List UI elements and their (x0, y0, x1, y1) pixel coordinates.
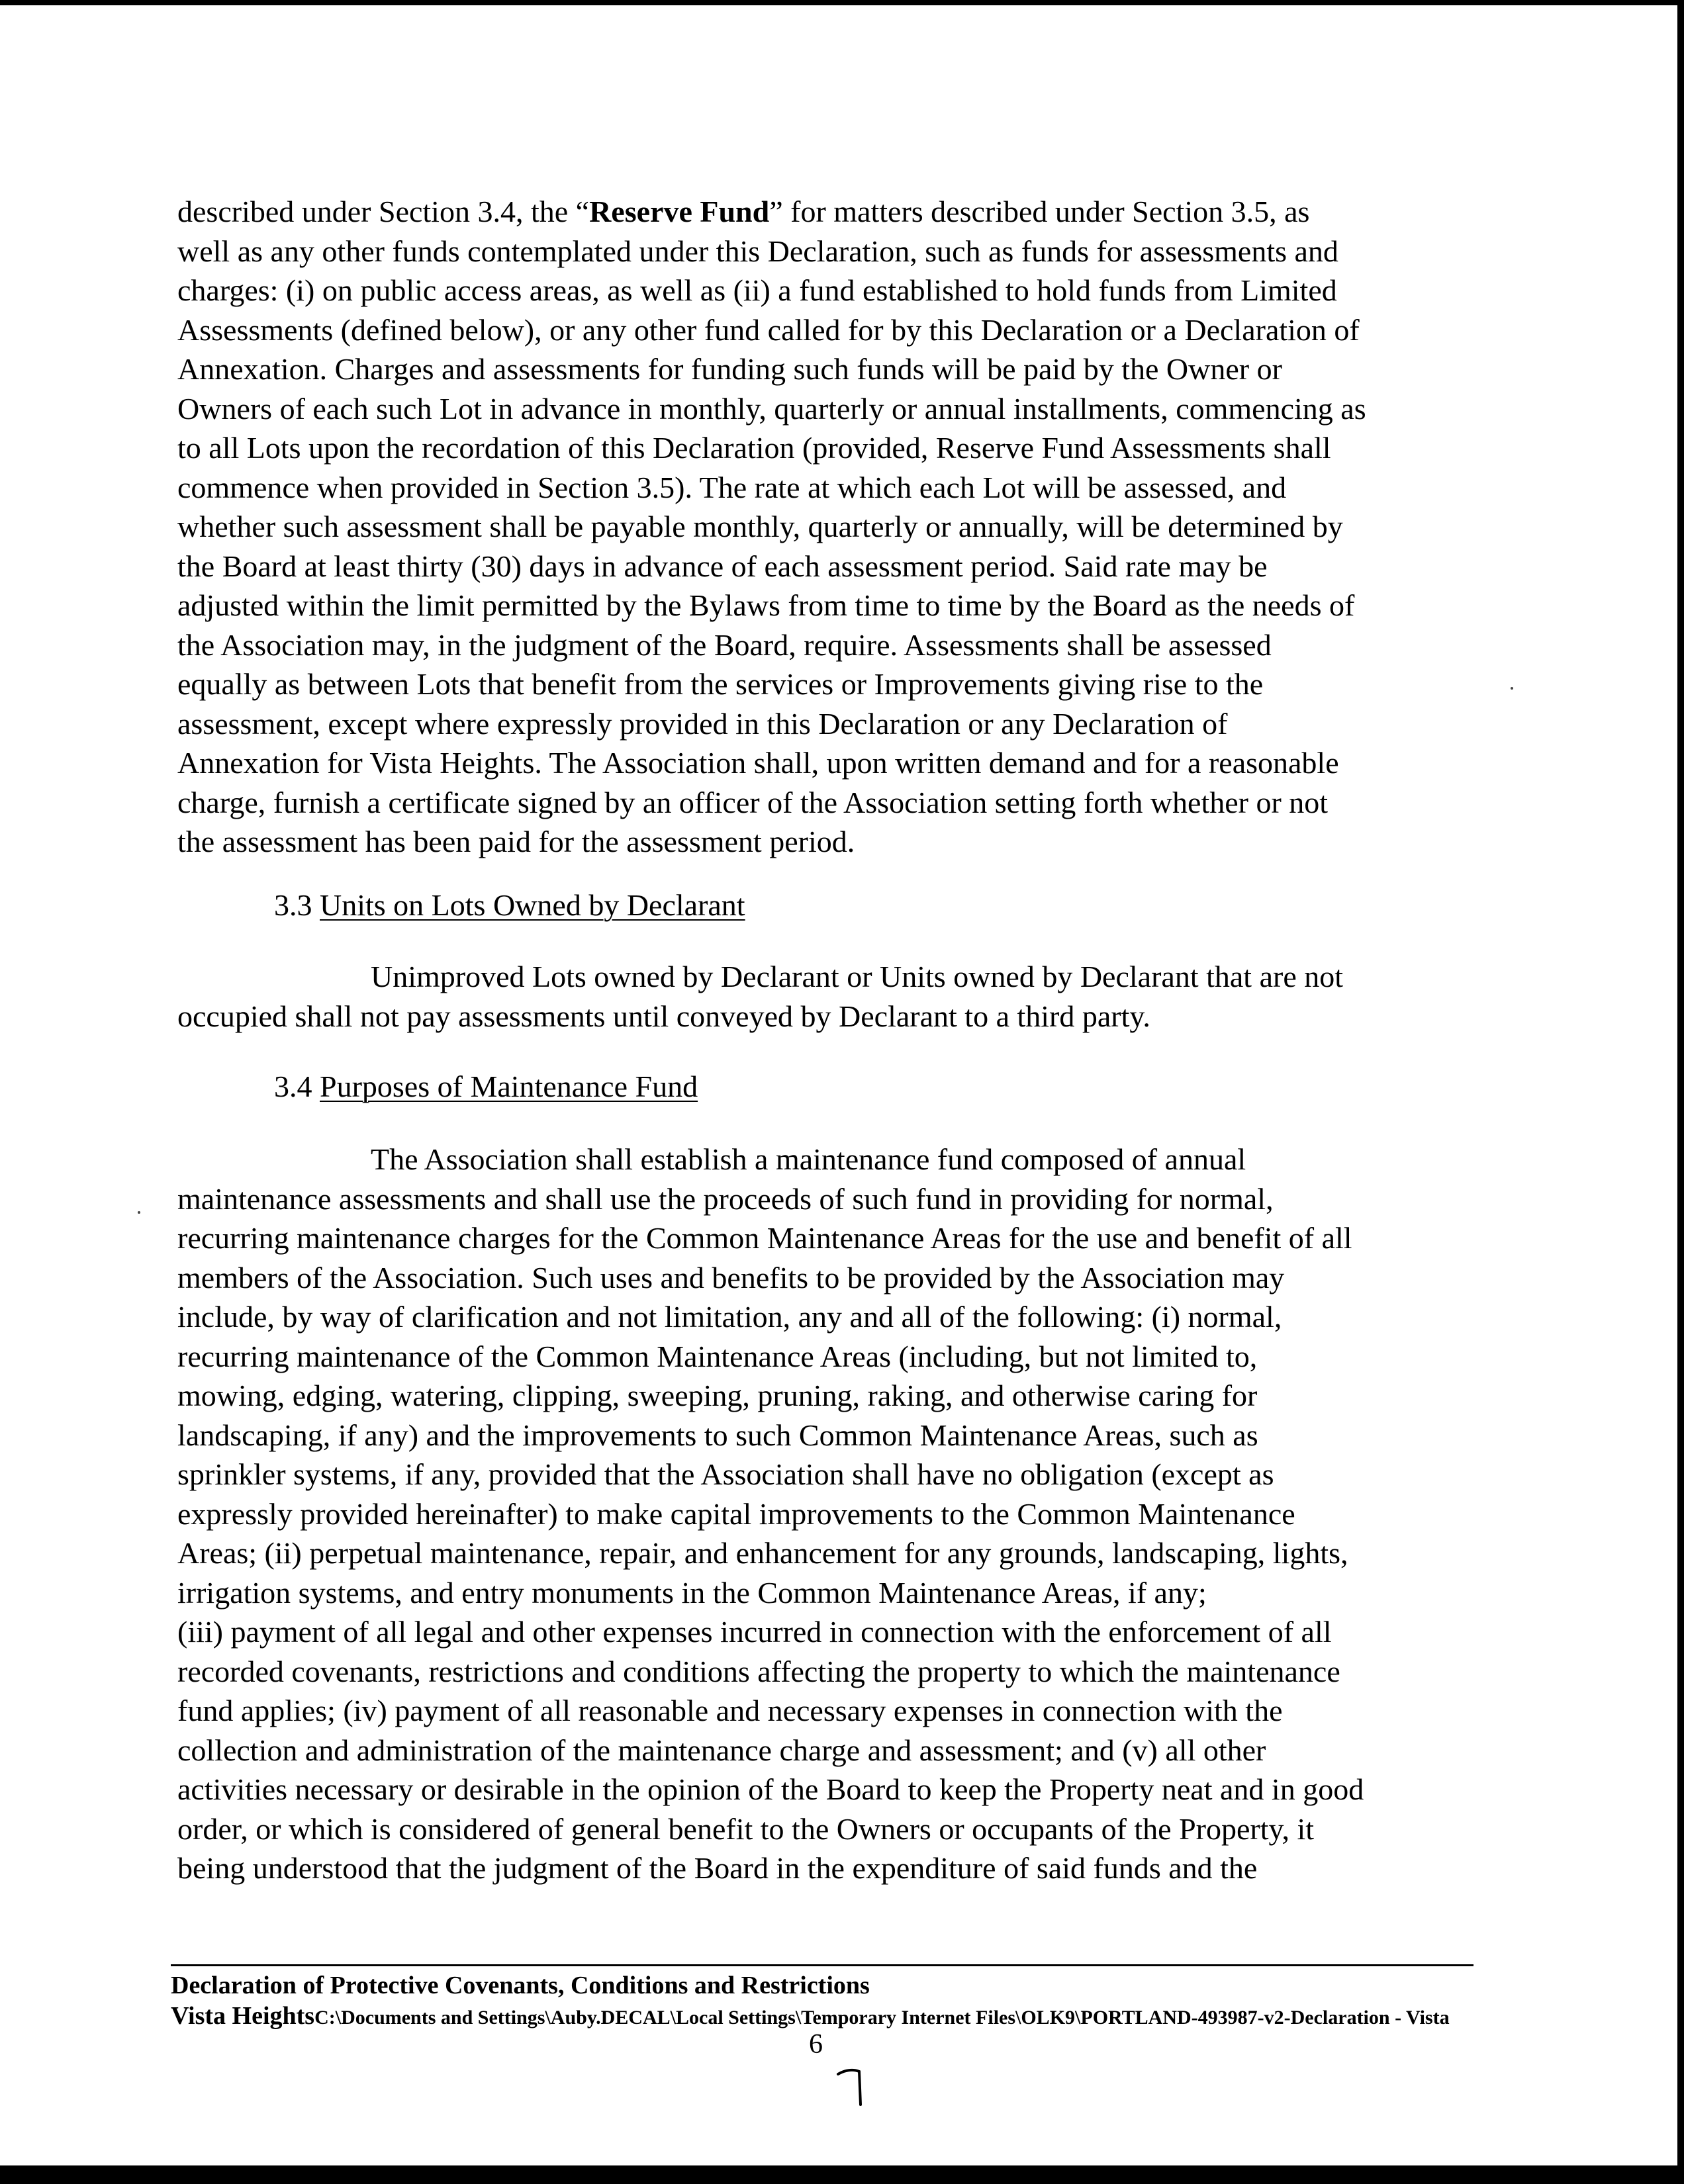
text-line: Unimproved Lots owned by Declarant or Units owned by Declarant that are not (371, 960, 1344, 993)
text-line: members of the Association. Such uses and benefits to be provided by the Association may (177, 1260, 1285, 1295)
footer-document-title: Declaration of Protective Covenants, Conditions and Restrictions (171, 1972, 870, 1999)
text-line: occupied shall not pay assessments until conveyed by Declarant to a third party. (177, 999, 1150, 1033)
handwritten-page-mark (835, 2065, 868, 2107)
text-line: being understood that the judgment of the Board in the expenditure of said funds and the (177, 1851, 1258, 1885)
text-line: the Association may, in the judgment of the Board, require. Assessments shall be assessed (177, 627, 1272, 662)
paragraph-units-declarant (177, 957, 1475, 1036)
text-line: the assessment has been paid for the assessment period. (177, 825, 855, 858)
paragraph-maintenance-fund (177, 1140, 1475, 1888)
scan-speck (1511, 687, 1513, 690)
scan-speck (138, 1211, 140, 1214)
text-line: irrigation systems, and entry monuments in the Common Maintenance Areas, if any; (177, 1575, 1207, 1610)
text-line: mowing, edging, watering, clipping, sweeping, pruning, raking, and otherwise caring for (177, 1379, 1258, 1412)
paragraph-assessment-funds (177, 192, 1475, 862)
text-line: recurring maintenance of the Common Maintenance Areas (including, but not limited to, (177, 1339, 1258, 1373)
page-number: 6 (809, 2029, 823, 2060)
text-line: commence when provided in Section 3.5). The rate at which each Lot will be assessed, and (177, 470, 1287, 504)
text-line: Annexation. Charges and assessments for funding such funds will be paid by the Owner or (177, 352, 1282, 386)
section-number: 3.4 (274, 1069, 312, 1103)
scan-border-bottom (0, 2165, 1684, 2184)
reserve-fund-term: Reserve Fund (589, 195, 770, 228)
text-line: expressly provided hereinafter) to make capital improvements to the Common Maintenance (177, 1496, 1295, 1531)
text-line: fund applies; (iv) payment of all reasonable and necessary expenses in connection with the (177, 1694, 1283, 1727)
text-line: maintenance assessments and shall use the proceeds of such fund in providing for normal, (177, 1181, 1274, 1216)
text-line: landscaping, if any) and the improvements to such Common Maintenance Areas, such as (177, 1418, 1258, 1452)
text-line: charges: (i) on public access areas, as well as (ii) a fund established to hold funds from Limited (177, 273, 1337, 307)
scan-border-top (0, 0, 1684, 5)
footer-divider (171, 1964, 1474, 1966)
section-title: Purposes of Maintenance Fund (320, 1069, 698, 1103)
text-line: Assessments (defined below), or any other fund called for by this Declaration or a Declaration of (177, 312, 1360, 347)
text-line: The Association shall establish a maintenance fund composed of annual (371, 1142, 1246, 1176)
text-line: activities necessary or desirable in the opinion of the Board to keep the Property neat and in good (177, 1772, 1364, 1806)
text-line: described under Section 3.4, the “Reserve Fund” for matters described under Section 3.5, as (177, 195, 1310, 228)
section-title: Units on Lots Owned by Declarant (320, 888, 745, 922)
text-line: charge, furnish a certificate signed by an officer of the Association setting forth whether or not (177, 785, 1329, 819)
text-line: recorded covenants, restrictions and conditions affecting the property to which the maintenance (177, 1654, 1340, 1688)
text-line: well as any other funds contemplated under this Declaration, such as funds for assessments and (177, 234, 1338, 268)
text-line: recurring maintenance charges for the Common Maintenance Areas for the use and benefit of all (177, 1221, 1352, 1255)
section-heading-3-3 (274, 887, 745, 924)
text-line: order, or which is considered of general benefit to the Owners or occupants of the Property, it (177, 1811, 1315, 1846)
text-line: collection and administration of the maintenance charge and assessment; and (v) all other (177, 1733, 1266, 1767)
footer-file-path: C:\Documents and Settings\Auby.DECAL\Local Settings\Temporary Internet Files\OLK9\PORTLAND-493987-v2-Declaration - Vista (314, 2007, 1450, 2028)
text-line: sprinkler systems, if any, provided that the Association shall have no obligation (except as (177, 1457, 1274, 1491)
text-line: the Board at least thirty (30) days in advance of each assessment period. Said rate may be (177, 549, 1268, 583)
text-line: adjusted within the limit permitted by the Bylaws from time to time by the Board as the needs of (177, 588, 1355, 622)
text-line: assessment, except where expressly provided in this Declaration or any Declaration of (177, 706, 1228, 741)
text-line: (iii) payment of all legal and other expenses incurred in connection with the enforcement of all (177, 1615, 1332, 1649)
text-line: equally as between Lots that benefit from the services or Improvements giving rise to the (177, 667, 1264, 701)
text-line: Owners of each such Lot in advance in monthly, quarterly or annual installments, commencing as (177, 391, 1366, 426)
text-line: to all Lots upon the recordation of this Declaration (provided, Reserve Fund Assessments shall (177, 431, 1331, 465)
footer-project-name: Vista Heights (171, 2002, 315, 2030)
text-line: whether such assessment shall be payable monthly, quarterly or annually, will be determined by (177, 510, 1343, 543)
text-line: Annexation for Vista Heights. The Association shall, upon written demand and for a reasonable (177, 746, 1339, 780)
section-number: 3.3 (274, 888, 312, 922)
scan-border-right (1677, 0, 1684, 2184)
text-line: Areas; (ii) perpetual maintenance, repair, and enhancement for any grounds, landscaping, lights, (177, 1536, 1348, 1570)
text-line: include, by way of clarification and not limitation, any and all of the following: (i) normal, (177, 1300, 1282, 1334)
section-heading-3-4 (274, 1068, 698, 1105)
